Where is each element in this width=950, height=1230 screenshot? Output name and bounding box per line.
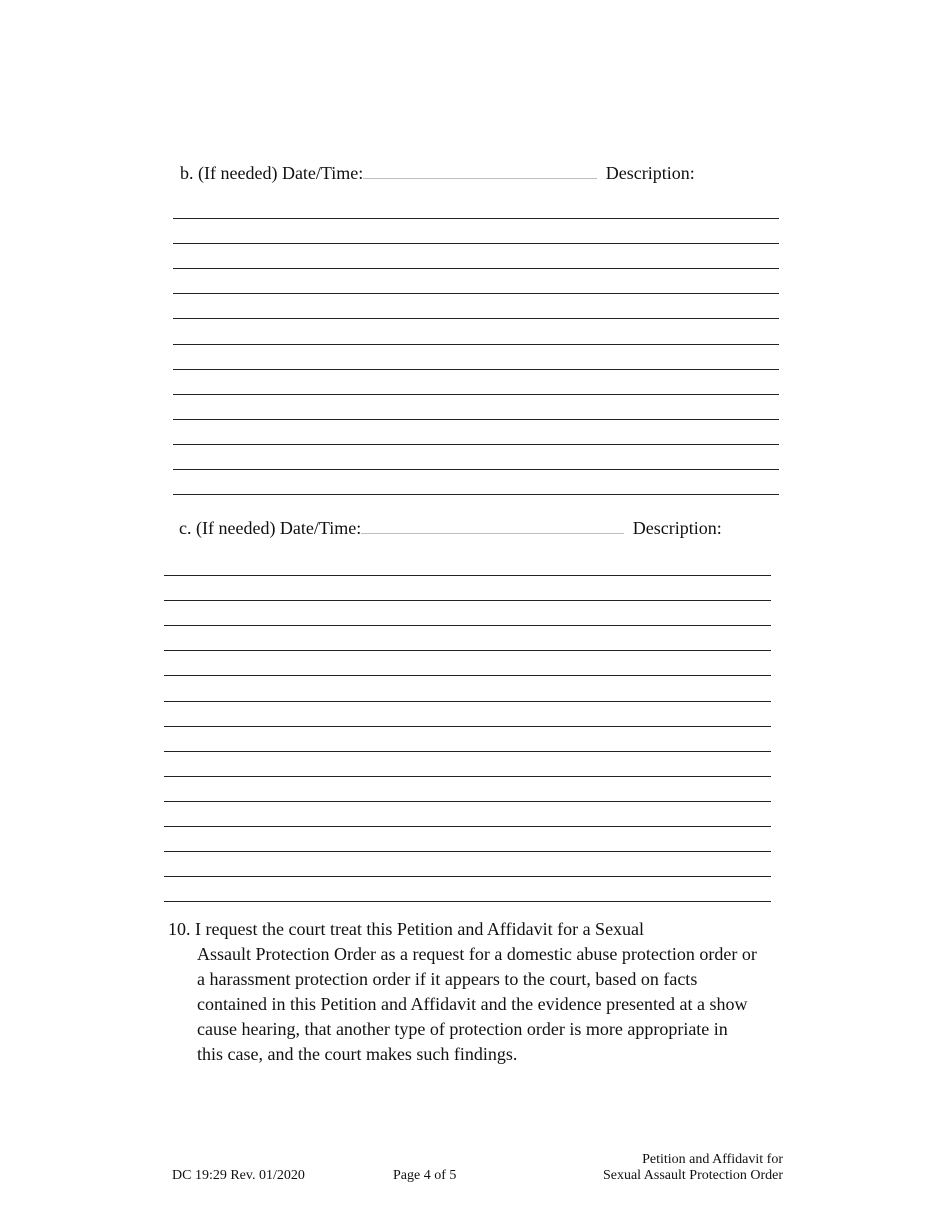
item-10-line: a harassment protection order if it appears to the court, based on facts [197,969,698,989]
writing-line[interactable] [164,575,771,576]
writing-line[interactable] [164,776,771,777]
writing-line[interactable] [164,876,771,877]
writing-line[interactable] [173,218,779,219]
footer-title-line: Sexual Assault Protection Order [602,1168,783,1183]
writing-line[interactable] [164,901,771,902]
section-c-description-label: Description: [632,518,722,538]
item-10-line: cause hearing, that another type of protection order is more appropriate in [197,1019,728,1039]
writing-line[interactable] [173,444,779,445]
section-b-label: b. (If needed) Date/Time: [180,163,364,183]
writing-line[interactable] [164,726,771,727]
section-c-row [179,515,722,539]
footer-page-number: Page 4 of 5 [393,1168,457,1183]
section-c-label: c. (If needed) Date/Time: [179,518,362,538]
item-10-paragraph [168,917,788,1067]
writing-line[interactable] [164,851,771,852]
writing-line[interactable] [164,826,771,827]
writing-line[interactable] [164,650,771,651]
footer-title-line: Petition and Affidavit for [642,1152,783,1167]
section-b-row [180,160,695,184]
writing-line[interactable] [164,801,771,802]
item-10-line: contained in this Petition and Affidavit and the evidence presented at a show [197,994,748,1014]
writing-line[interactable] [173,369,779,370]
section-b-datetime-field[interactable] [363,160,597,179]
writing-line[interactable] [173,394,779,395]
writing-line[interactable] [173,318,779,319]
writing-line[interactable] [164,600,771,601]
writing-line[interactable] [164,675,771,676]
footer-title [603,1152,783,1184]
section-c-datetime-field[interactable] [361,515,624,534]
writing-line[interactable] [173,469,779,470]
item-10-first-line: 10. I request the court treat this Petition and Affidavit for a Sexual [168,919,645,939]
writing-line[interactable] [173,494,779,495]
writing-line[interactable] [164,751,771,752]
item-10-line: this case, and the court makes such findings. [197,1044,518,1064]
writing-line[interactable] [173,419,779,420]
writing-line[interactable] [164,701,771,702]
footer-form-id: DC 19:29 Rev. 01/2020 [172,1168,305,1183]
writing-line[interactable] [173,293,779,294]
section-b-description-label: Description: [605,163,695,183]
writing-line[interactable] [164,625,771,626]
writing-line[interactable] [173,243,779,244]
writing-line[interactable] [173,268,779,269]
item-10-line: Assault Protection Order as a request for a domestic abuse protection order or [197,944,757,964]
writing-line[interactable] [173,344,779,345]
